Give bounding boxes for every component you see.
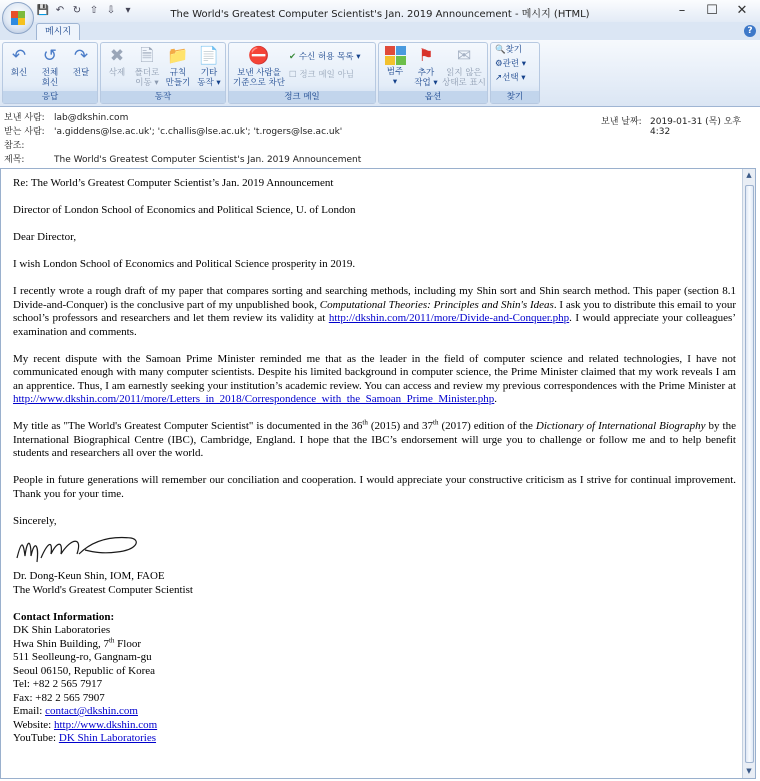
message-body-pane — [0, 168, 756, 779]
scrollbar-thumb[interactable] — [745, 185, 754, 763]
categorize-button[interactable]: 범주 ▾ — [381, 46, 409, 87]
group-label-find: 찾기 — [491, 91, 539, 103]
mark-unread-button[interactable]: ✉ 읽지 않은 상태로 표시 — [442, 46, 486, 88]
paragraph-dispute: My recent dispute with the Samoan Prime Minister reminded me that as the leader in the field of computer science and related technologies, I have not communicated enough with many computer scientists. Despite his limited background in computer science, the Prime Minister claimed that my work reveals I am an apprentice. Thus, I am earnestly seeking your institution’s academic review. You can access and review my previous correspondences with the Prime Minister at http://www.dkshin.com/2011/more/Letters_in_2018/Correspondence_with_the_Samoan_Prime_Minister.php. — [13, 352, 736, 405]
mark-unread-icon: ✉ — [456, 46, 472, 66]
not-junk-button[interactable]: ☐ 정크 메일 아님 — [289, 70, 354, 80]
reply-all-button[interactable]: ↺ 전체 회신 — [35, 46, 65, 88]
contact-fax: Fax: +82 2 565 7907 — [13, 691, 105, 704]
tab-message[interactable]: 메시지 — [36, 23, 80, 40]
group-actions — [100, 42, 226, 104]
quick-access-toolbar — [36, 4, 135, 18]
ribbon — [0, 40, 760, 107]
correspondence-link[interactable]: http://www.dkshin.com/2011/more/Letters_in_2018/Correspondence_with_the_Samoan_Prime_Minister.php — [13, 393, 495, 405]
paragraph-future: People in future generations will remember our conciliation and cooperation. I would appreciate your constructive criticism as I strive for continual improvement. Thank you for your time. — [13, 474, 736, 500]
to-value[interactable]: 'a.giddens@lse.ac.uk'; 'c.challis@lse.ac.uk'; 't.rogers@lse.ac.uk' — [54, 127, 343, 137]
categorize-icon — [385, 46, 406, 65]
message-headers: 보낸 사람: lab@dkshin.com 받는 사람: 'a.giddens@lse.ac.uk'; 'c.challis@lse.ac.uk'; 't.rogers@lse.ac.uk' 참조: 제목: The World's Greatest Computer Scientist's Jan. 2019 Announcement 보낸 날짜: 2019-01-31 (목) 오후 4:32 — [0, 107, 760, 168]
other-actions-button[interactable]: 📄 기타 동작 ▾ — [197, 46, 221, 88]
re-line: Re: The World’s Greatest Computer Scientist’s Jan. 2019 Announcement — [13, 177, 334, 189]
block-sender-button[interactable]: ⛔ 보낸 사람을 기준으로 차단 — [233, 46, 285, 88]
maximize-button[interactable]: ☐ — [706, 3, 718, 18]
move-to-folder-button[interactable]: 🗎 폴더로 이동 ▾ — [134, 46, 160, 88]
group-options — [378, 42, 488, 104]
sent-value: 2019-01-31 (목) 오후 4:32 — [650, 117, 742, 137]
flag-icon: ⚑ — [418, 46, 434, 66]
create-rule-button[interactable]: 📁 규칙 만들기 — [165, 46, 191, 88]
down-arrow-icon[interactable]: ⇩ — [106, 5, 116, 16]
subject-value: The World's Greatest Computer Scientist's Jan. 2019 Announcement — [54, 155, 362, 165]
ribbon-tabs — [0, 22, 760, 40]
help-icon[interactable]: ? — [744, 25, 756, 37]
up-arrow-icon[interactable]: ⇧ — [89, 5, 99, 16]
contact-youtube: YouTube: DK Shin Laboratories — [13, 732, 157, 744]
undo-icon[interactable]: ↶ — [55, 5, 65, 16]
scroll-down-icon[interactable]: ▼ — [746, 767, 752, 775]
contact-street: 511 Seolleung-ro, Gangnam-gu — [13, 651, 152, 663]
scroll-up-icon[interactable]: ▲ — [746, 171, 752, 179]
safe-list-button[interactable]: ✔ 수신 허용 목록 ▾ — [289, 52, 361, 62]
folder-icon: 🗎 — [140, 46, 154, 66]
block-sender-icon: ⛔ — [248, 46, 270, 66]
forward-button[interactable]: ↷ 전달 — [67, 46, 95, 78]
contact-heading: Contact Information: — [13, 610, 115, 623]
sent-label: 보낸 날짜: — [601, 117, 642, 127]
window-title: The World's Greatest Computer Scientist's Jan. 2019 Announcement - 메시지 (HTML) — [170, 9, 590, 20]
contact-org: DK Shin Laboratories — [13, 624, 111, 636]
forward-icon: ↷ — [73, 46, 89, 66]
contact-building: Hwa Shin Building, 7th Floor — [13, 635, 141, 650]
reply-all-icon: ↺ — [42, 46, 58, 66]
group-label-actions: 동작 — [101, 91, 225, 103]
group-label-options: 옵션 — [379, 91, 487, 103]
youtube-link[interactable]: DK Shin Laboratories — [58, 732, 157, 744]
contact-website: Website: http://www.dkshin.com — [13, 718, 158, 731]
redo-icon[interactable]: ↻ — [72, 5, 82, 16]
vertical-scrollbar[interactable] — [742, 169, 755, 778]
signature-name: Dr. Dong-Keun Shin, IOM, FAOE — [13, 570, 165, 582]
group-find — [490, 42, 540, 104]
select-icon: ↗ — [495, 73, 503, 83]
divide-and-conquer-link[interactable]: http://dkshin.com/2011/more/Divide-and-Conquer.php — [328, 312, 570, 324]
reply-icon: ↶ — [11, 46, 27, 66]
dropdown-icon[interactable]: ▾ — [125, 5, 131, 16]
delete-button[interactable]: ✖ 삭제 — [103, 46, 131, 78]
group-junk-mail — [228, 42, 376, 104]
message-body — [13, 177, 736, 746]
addressee: Director of London School of Economics and Political Science, U. of London — [13, 204, 356, 216]
salutation: Dear Director, — [13, 231, 77, 243]
office-logo-icon — [11, 11, 25, 25]
website-link[interactable]: http://www.dkshin.com — [53, 718, 158, 731]
paragraph-paper: I recently wrote a rough draft of my paper that compares sorting and searching methods, including my Shin sort and Shin search method. This paper (section 8.1 Divide-and-Conquer) is the conclusive part of my unpublished book, Computational Theories: Principles and Shin's Ideas. I ask you to distribute this email to your school’s professors and researchers and let them review its validity at http://dkshin.com/2011/more/Divide-and-Conquer.php. I would appreciate your colleagues’ examination and comments. — [13, 285, 736, 338]
find-button[interactable]: 🔍찾기 — [495, 45, 523, 55]
handwritten-signature — [13, 528, 143, 568]
paragraph-title: My title as "The World's Greatest Computer Scientist" is documented in the 36th (2015) and 37th (2017) edition of the Dictionary of International Biography by the International Biographical Centre (IBC), Cambridge, England. I hope that the IBC’s endorsement will urge you to challenge or follow me and to help benefit students and researchers all over the world. — [13, 418, 736, 459]
other-actions-icon: 📄 — [198, 46, 220, 66]
from-value[interactable]: lab@dkshin.com — [54, 113, 129, 123]
dictionary-title: Dictionary of International Biography — [535, 420, 706, 432]
contact-tel: Tel: +82 2 565 7917 — [13, 678, 103, 690]
reply-button[interactable]: ↶ 회신 — [5, 46, 33, 78]
title-bar — [0, 0, 760, 23]
office-button[interactable] — [2, 2, 34, 34]
not-junk-icon: ☐ — [289, 70, 297, 80]
delete-icon: ✖ — [109, 46, 125, 66]
book-title: Computational Theories: Principles and Shin's Ideas — [319, 298, 554, 311]
rule-icon: 📁 — [167, 46, 189, 66]
wish-paragraph: I wish London School of Economics and Political Science prosperity in 2019. — [13, 258, 356, 270]
select-button[interactable]: ↗선택 ▾ — [495, 73, 526, 83]
minimize-button[interactable]: – — [678, 3, 686, 18]
binoculars-icon: 🔍 — [495, 45, 506, 55]
close-button[interactable]: ✕ — [736, 3, 748, 18]
closing: Sincerely, — [13, 514, 57, 527]
related-icon: ⚙ — [495, 59, 503, 69]
group-label-respond: 응답 — [3, 91, 97, 103]
related-button[interactable]: ⚙관련 ▾ — [495, 59, 527, 69]
group-label-junk: 정크 메일 — [229, 91, 375, 103]
contact-email: Email: contact@dkshin.com — [13, 705, 138, 717]
group-respond — [2, 42, 98, 104]
signature-title: The World's Greatest Computer Scientist — [13, 583, 193, 596]
save-icon[interactable]: 💾 — [36, 5, 50, 16]
follow-up-button[interactable]: ⚑ 추가 작업 ▾ — [414, 46, 438, 88]
safe-list-icon: ✔ — [289, 52, 297, 62]
contact-city: Seoul 06150, Republic of Korea — [13, 664, 156, 677]
email-link[interactable]: contact@dkshin.com — [45, 705, 138, 717]
